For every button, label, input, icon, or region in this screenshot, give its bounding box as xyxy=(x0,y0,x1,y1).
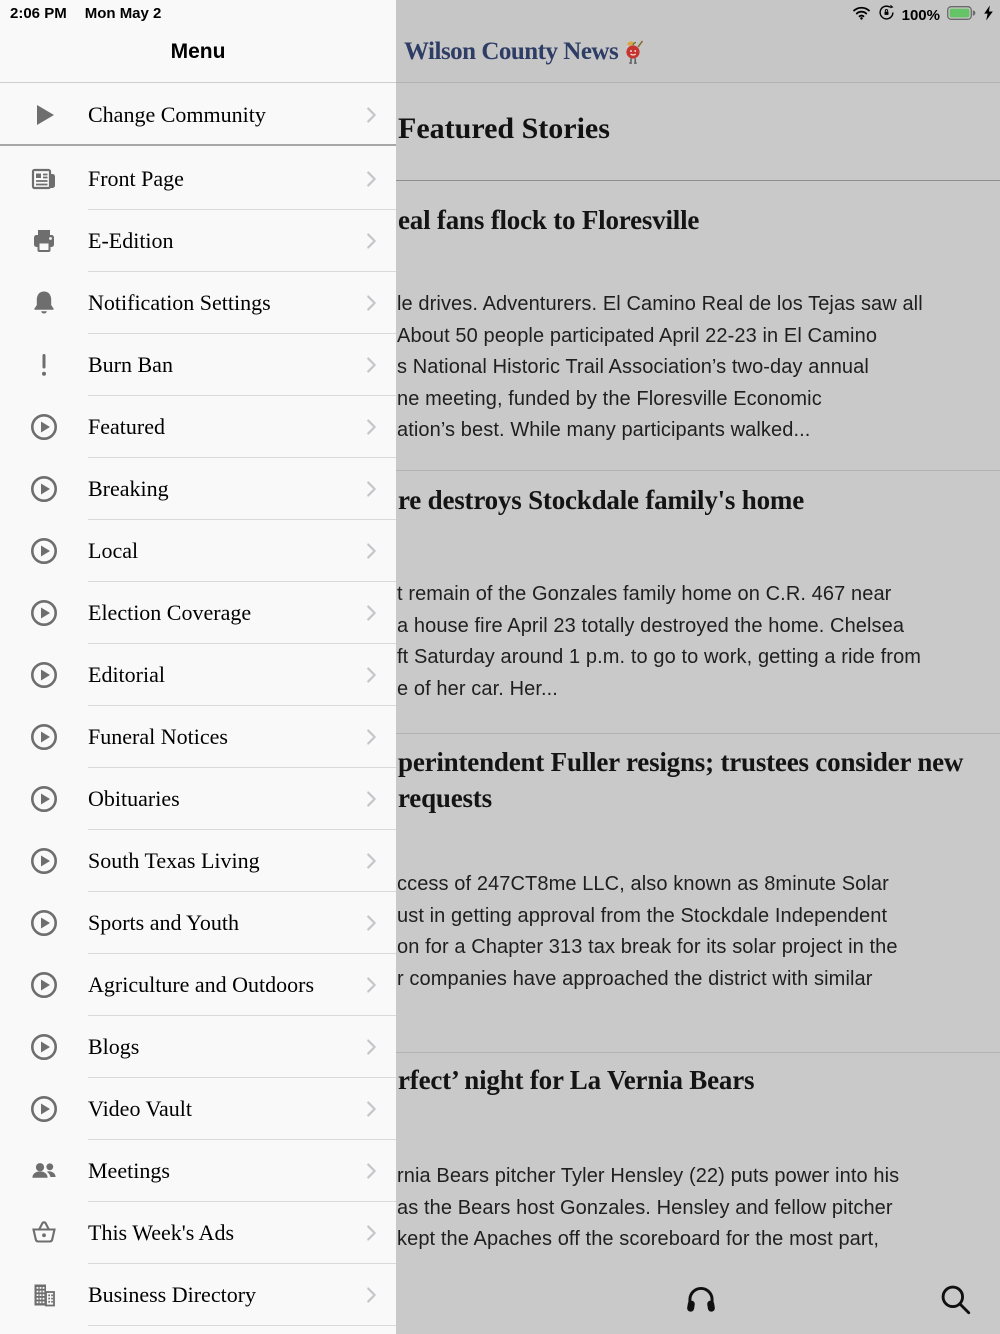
chevron-right-icon xyxy=(360,168,382,190)
battery-icon xyxy=(947,6,976,25)
divider xyxy=(88,1325,396,1326)
chevron-right-icon xyxy=(360,230,382,252)
chevron-right-icon xyxy=(360,1284,382,1306)
chevron-right-icon xyxy=(360,292,382,314)
sidebar-item-business-directory[interactable] xyxy=(0,1264,396,1326)
menu-item-label: Funeral Notices xyxy=(88,724,228,749)
article-line: e of her car. Her... xyxy=(397,677,558,700)
play-circle-icon xyxy=(29,1094,59,1124)
article-line: About 50 people participated April 22-23 in El Camino xyxy=(397,324,878,347)
article-line: r companies have approached the district with similar xyxy=(397,967,873,990)
article-line: rnia Bears pitcher Tyler Hensley (22) puts power into his xyxy=(397,1165,900,1187)
menu-item-label: Video Vault xyxy=(88,1096,192,1121)
play-circle-icon xyxy=(29,846,59,876)
chevron-right-icon xyxy=(360,912,382,934)
article-title-line: requests xyxy=(398,783,492,813)
article-title-line: perintendent Fuller resigns; trustees consider new xyxy=(398,747,964,777)
play-circle-icon xyxy=(29,660,59,690)
newspaper-icon xyxy=(29,164,59,194)
menu-item-label: Notification Settings xyxy=(88,290,271,315)
sidebar-item-breaking[interactable] xyxy=(0,458,396,520)
article-line: a house fire April 23 totally destroyed the home. Chelsea xyxy=(397,614,905,637)
battery-percent: 100% xyxy=(901,6,940,24)
menu-item-label: Front Page xyxy=(88,166,184,191)
chevron-right-icon xyxy=(360,850,382,872)
bell-icon xyxy=(29,288,59,318)
printer-icon xyxy=(29,226,59,256)
sidebar-item-featured[interactable] xyxy=(0,396,396,458)
charging-bolt-icon xyxy=(983,5,994,26)
article-line: kept the Apaches off the scoreboard for the most part, xyxy=(397,1228,879,1250)
page-title: Featured Stories xyxy=(398,112,610,145)
headphones-icon[interactable] xyxy=(682,1280,720,1323)
article-line: ation’s best. While many participants walked... xyxy=(397,419,811,441)
sidebar-item-video-vault[interactable] xyxy=(0,1078,396,1140)
play-circle-icon xyxy=(29,412,59,442)
article-title[interactable]: rfect’ night for La Vernia Bears xyxy=(398,1065,755,1095)
menu-item-label: Breaking xyxy=(88,476,169,501)
sidebar-item-e-edition[interactable] xyxy=(0,210,396,272)
exclamation-icon xyxy=(29,350,59,380)
divider xyxy=(396,733,1000,734)
menu-item-label: South Texas Living xyxy=(88,848,260,873)
chevron-right-icon xyxy=(360,1036,382,1058)
article-line: as the Bears host Gonzales. Hensley and fellow pitcher xyxy=(397,1196,893,1219)
menu-item-label: Local xyxy=(88,538,139,563)
menu-item-label: Agriculture and Outdoors xyxy=(88,972,315,997)
menu-item-label: Business Directory xyxy=(88,1282,257,1307)
menu-item-label: Election Coverage xyxy=(88,600,252,625)
orientation-lock-icon xyxy=(878,4,895,26)
article-title[interactable]: eal fans flock to Floresville xyxy=(398,205,700,235)
sidebar-item-sports-and-youth[interactable] xyxy=(0,892,396,954)
chevron-right-icon xyxy=(360,354,382,376)
play-circle-icon xyxy=(29,1032,59,1062)
divider xyxy=(396,180,1000,181)
status-date: Mon May 2 xyxy=(84,5,162,22)
menu-item-label: This Week's Ads xyxy=(88,1220,235,1245)
chevron-right-icon xyxy=(360,540,382,562)
divider xyxy=(396,470,1000,471)
sidebar-item-election-coverage[interactable] xyxy=(0,582,396,644)
menu-item-label: Burn Ban xyxy=(88,352,173,377)
article-summary xyxy=(397,1161,899,1256)
menu-item-label: Change Community xyxy=(88,102,266,127)
sidebar-item-editorial[interactable] xyxy=(0,644,396,706)
menu-item-label: Blogs xyxy=(88,1034,140,1059)
app-logo-text: Wilson County News xyxy=(404,38,619,65)
sidebar-item-this-weeks-ads[interactable] xyxy=(0,1202,396,1264)
play-circle-icon xyxy=(29,474,59,504)
status-bar-right xyxy=(852,4,994,26)
article-summary xyxy=(397,289,923,447)
chevron-right-icon xyxy=(360,1222,382,1244)
divider xyxy=(396,82,1000,83)
chevron-right-icon xyxy=(360,788,382,810)
menu-item-label: Featured xyxy=(88,414,165,439)
article-line: on for a Chapter 313 tax break for its solar project in the xyxy=(397,936,898,958)
article-line: le drives. Adventurers. El Camino Real de los Tejas saw all xyxy=(397,293,923,315)
sidebar-item-meetings[interactable] xyxy=(0,1140,396,1202)
status-time: 2:06 PM xyxy=(10,5,67,22)
chevron-right-icon xyxy=(360,1160,382,1182)
menu-item-label: Editorial xyxy=(88,662,165,687)
article-line: s National Historic Trail Association’s two-day annual xyxy=(397,356,869,378)
search-icon[interactable] xyxy=(938,1282,974,1323)
play-circle-icon xyxy=(29,536,59,566)
sidebar-item-burn-ban[interactable] xyxy=(0,334,396,396)
article-line: ft Saturday around 1 p.m. to go to work, getting a ride from xyxy=(397,646,922,668)
building-icon xyxy=(29,1280,59,1310)
menu-drawer xyxy=(0,0,396,1334)
sidebar-item-notification-settings[interactable] xyxy=(0,272,396,334)
chevron-right-icon xyxy=(360,104,382,126)
sidebar-item-funeral-notices[interactable] xyxy=(0,706,396,768)
menu-item-label: Meetings xyxy=(88,1158,170,1183)
sidebar-item-south-texas-living[interactable] xyxy=(0,830,396,892)
divider xyxy=(0,82,396,83)
app-logo xyxy=(404,38,644,73)
featured-stories-page xyxy=(396,0,1000,1334)
menu-item-label: Sports and Youth xyxy=(88,910,239,935)
play-circle-icon xyxy=(29,722,59,752)
sidebar-item-change-community[interactable] xyxy=(0,84,396,146)
menu-title: Menu xyxy=(170,40,226,63)
menu-item-label: E-Edition xyxy=(88,228,174,253)
apple-mascot-icon xyxy=(622,38,644,73)
wifi-icon xyxy=(852,5,871,25)
bottom-toolbar xyxy=(396,1266,1000,1334)
divider xyxy=(0,144,396,146)
sidebar-item-blogs[interactable] xyxy=(0,1016,396,1078)
play-circle-icon xyxy=(29,970,59,1000)
article-line: ccess of 247CT8me LLC, also known as 8minute Solar xyxy=(397,873,889,895)
chevron-right-icon xyxy=(360,664,382,686)
article-line: ne meeting, funded by the Floresville Economic xyxy=(397,387,822,410)
play-triangle-icon xyxy=(29,100,59,130)
play-circle-icon xyxy=(29,784,59,814)
article-summary xyxy=(397,869,898,995)
chevron-right-icon xyxy=(360,1098,382,1120)
sidebar-item-obituaries[interactable] xyxy=(0,768,396,830)
menu-item-label: Obituaries xyxy=(88,786,180,811)
status-bar-left xyxy=(10,5,161,22)
basket-icon xyxy=(29,1218,59,1248)
people-icon xyxy=(29,1156,59,1186)
article-line: t remain of the Gonzales family home on C.R. 467 near xyxy=(397,583,892,605)
chevron-right-icon xyxy=(360,478,382,500)
chevron-right-icon xyxy=(360,726,382,748)
article-summary xyxy=(397,579,921,705)
play-circle-icon xyxy=(29,598,59,628)
divider xyxy=(396,1052,1000,1053)
chevron-right-icon xyxy=(360,974,382,996)
article-title[interactable] xyxy=(398,744,963,816)
play-circle-icon xyxy=(29,908,59,938)
sidebar-item-agriculture-and-outdoors[interactable] xyxy=(0,954,396,1016)
article-line: ust in getting approval from the Stockdale Independent xyxy=(397,904,888,927)
sidebar-item-local[interactable] xyxy=(0,520,396,582)
chevron-right-icon xyxy=(360,416,382,438)
article-title[interactable]: re destroys Stockdale family's home xyxy=(398,485,804,515)
chevron-right-icon xyxy=(360,602,382,624)
sidebar-item-front-page[interactable] xyxy=(0,148,396,210)
